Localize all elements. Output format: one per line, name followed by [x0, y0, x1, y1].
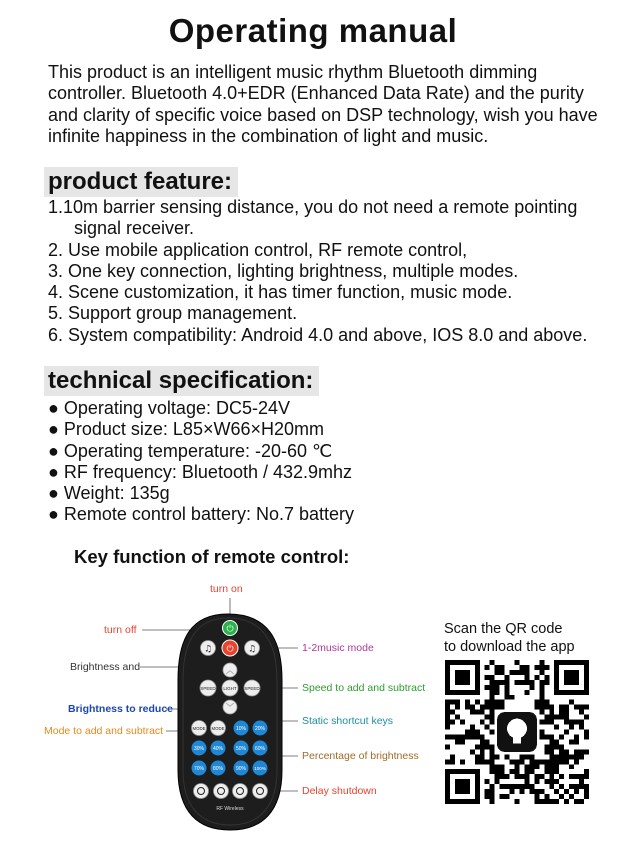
- music-note-icon: ♫: [203, 644, 213, 655]
- delay-button-4: [253, 784, 268, 799]
- delay-button-1: [194, 784, 209, 799]
- label-turn-off: turn off: [104, 624, 137, 636]
- feature-item: 3. One key connection, lighting brightness, multiple modes.: [48, 260, 519, 281]
- pct-10-label: 10%: [235, 726, 247, 732]
- mode-key-label: MODE: [211, 726, 225, 731]
- label-brightness-reduce: Brightness to reduce: [68, 703, 174, 715]
- pct-90-label: 90%: [235, 766, 247, 772]
- label-turn-on: turn on: [210, 583, 243, 595]
- chevron-up-icon: ︿: [226, 666, 234, 675]
- label-mode-add: Mode to add and subtract: [44, 725, 164, 737]
- speed-key-label: SPEED: [244, 686, 260, 691]
- power-on-icon: ⏻: [226, 624, 234, 635]
- spec-item: ● RF frequency: Bluetooth / 432.9mhz: [48, 461, 353, 482]
- mode-key-label: MODE: [192, 726, 206, 731]
- chevron-down-icon: ﹀: [226, 703, 234, 712]
- spec-item: ● Product size: L85×W66×H20mm: [48, 419, 324, 440]
- pct-80-label: 80%: [212, 766, 224, 772]
- light-key-label: LIGHT: [223, 686, 237, 691]
- pct-50-label: 50%: [235, 746, 247, 752]
- product-feature-heading: product feature:: [44, 167, 238, 197]
- spec-item: ● Operating voltage: DC5-24V: [48, 398, 290, 418]
- spec-item: ● Remote control battery: No.7 battery: [48, 504, 355, 525]
- label-static-keys: Static shortcut keys: [302, 715, 394, 727]
- feature-item: 6. System compatibility: Android 4.0 and above, IOS 8.0 and above.: [48, 324, 588, 345]
- pct-60-label: 60%: [254, 746, 266, 752]
- label-percentage: Percentage of brightness: [302, 750, 419, 762]
- page-title: Operating manual: [168, 12, 458, 49]
- pct-100-label: 100%: [254, 766, 266, 771]
- delay-button-3: [233, 784, 248, 799]
- light-bulb-icon: [507, 719, 527, 739]
- spec-item: ● Operating temperature: -20-60 ℃: [48, 440, 333, 461]
- pct-70-label: 70%: [193, 766, 205, 772]
- qr-line-2: to download the app: [444, 639, 575, 655]
- pct-40-label: 40%: [212, 746, 224, 752]
- speed-key-label: SPEED: [200, 686, 216, 691]
- pct-20-label: 20%: [254, 726, 266, 732]
- label-delay: Delay shutdown: [302, 785, 377, 797]
- remote-key-function-heading: Key function of remote control:: [74, 546, 350, 567]
- qr-code[interactable]: [445, 660, 589, 804]
- intro-paragraph: This product is an intelligent music rhythm Bluetooth dimming controller. Bluetooth 4.0+EDR (Enhanced Data Rate) and the purity and clarity of specific voice based on DSP technology, wish you have infinite happiness in the combination of light and music.: [48, 62, 598, 146]
- technical-specification-heading: technical specification:: [44, 366, 319, 396]
- label-speed: Speed to add and subtract: [302, 682, 426, 694]
- label-music-mode: 1-2music mode: [302, 642, 374, 654]
- pct-30-label: 30%: [193, 746, 205, 752]
- feature-item: 4. Scene customization, it has timer function, music mode.: [48, 282, 513, 303]
- power-off-icon: ⏻: [226, 644, 234, 655]
- qr-line-1: Scan the QR code: [444, 621, 563, 637]
- feature-item: 2. Use mobile application control, RF remote control,: [48, 239, 468, 260]
- label-brightness-add: Brightness and: [70, 661, 141, 673]
- qr-instruction: [444, 620, 575, 656]
- rf-wireless-label: RF Wireless: [216, 806, 244, 812]
- feature-item: 5. Support group management.: [48, 303, 298, 324]
- spec-item: ● Weight: 135g: [48, 483, 170, 504]
- delay-button-2: [214, 784, 229, 799]
- music-note-icon: ♫: [247, 644, 257, 655]
- feature-item: 1.10m barrier sensing distance, you do not need a remote pointing signal receiver.: [48, 197, 578, 239]
